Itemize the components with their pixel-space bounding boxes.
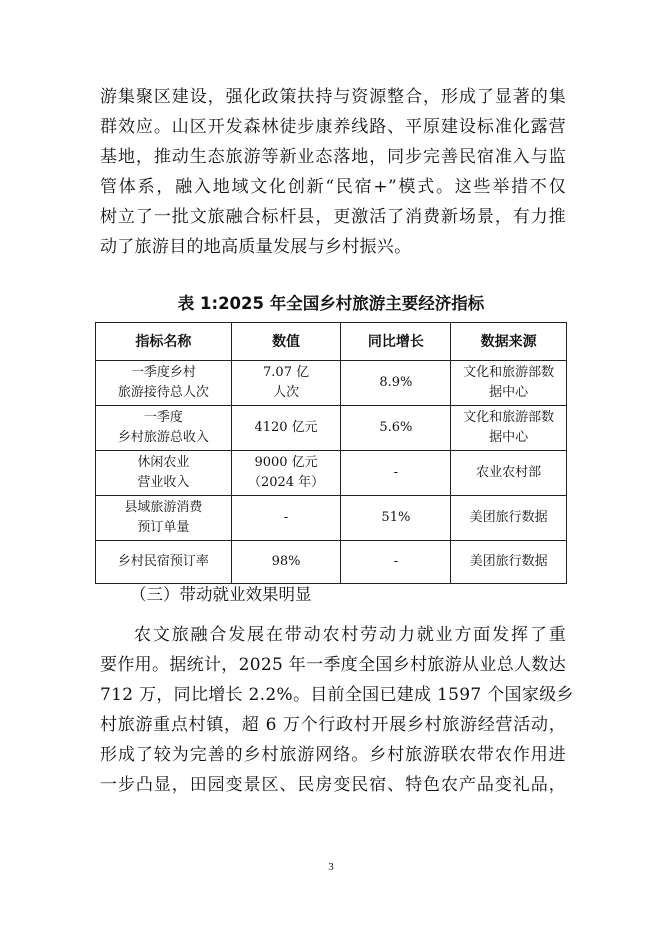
value-cell: 98%	[231, 541, 341, 584]
economic-indicators-table	[95, 322, 567, 584]
source-cell: 美团旅行数据	[451, 496, 567, 541]
cell-text: 休闲农业	[137, 455, 190, 470]
body-line: 农文旅融合发展在带动农村劳动力就业方面发挥了重	[134, 625, 566, 645]
cell-text: 7.07 亿	[263, 365, 310, 380]
cell-text: 一季度乡村	[130, 365, 196, 380]
growth-cell: -	[341, 451, 451, 496]
source-cell	[451, 406, 567, 451]
body-line: 要作用。据统计，2025 年一季度全国乡村旅游从业总人数达	[100, 655, 566, 675]
intro-line: 树立了一批文旅融合标杆县，更激活了消费新场景，有力推	[100, 207, 566, 227]
intro-line: 群效应。山区开发森林徒步康养线路、平原建设标准化露营	[100, 117, 566, 137]
header-source: 数据来源	[451, 323, 567, 361]
source-cell	[451, 361, 567, 406]
cell-text: 乡村旅游总收入	[117, 430, 209, 445]
cell-text: 文化和旅游部数	[463, 410, 555, 425]
cell-text: 营业收入	[137, 475, 190, 490]
cell-text: 人次	[273, 385, 300, 400]
source-cell: 农业农村部	[451, 451, 567, 496]
value-cell: 4120 亿元	[231, 406, 341, 451]
header-growth: 同比增长	[341, 323, 451, 361]
table-row	[96, 451, 567, 496]
indicator-cell	[96, 496, 232, 541]
table-header-row	[96, 323, 567, 361]
intro-line: 管体系，融入地域文化创新“民宿+”模式。这些举措不仅	[100, 177, 566, 197]
indicator-cell	[96, 451, 232, 496]
table-row	[96, 541, 567, 584]
value-cell	[231, 451, 341, 496]
body-line: 一步凸显，田园变景区、民房变民宿、特色农产品变礼品，	[100, 775, 566, 795]
growth-cell: 51%	[341, 496, 451, 541]
header-value: 数值	[231, 323, 341, 361]
intro-line: 游集聚区建设，强化政策扶持与资源整合，形成了显著的集	[100, 87, 566, 107]
intro-line: 基地，推动生态旅游等新业态落地，同步完善民宿准入与监	[100, 147, 566, 167]
body-line: 村旅游重点村镇，超 6 万个行政村开展乡村旅游经营活动，	[100, 715, 566, 735]
growth-cell: -	[341, 541, 451, 584]
header-indicator: 指标名称	[96, 323, 232, 361]
table-row	[96, 406, 567, 451]
body-line: 形成了较为完善的乡村旅游网络。乡村旅游联农带农作用进	[100, 745, 566, 765]
source-cell: 美团旅行数据	[451, 541, 567, 584]
table-row	[96, 496, 567, 541]
cell-text: 县域旅游消费	[124, 500, 203, 515]
cell-text: 据中心	[489, 385, 529, 400]
cell-text: 一季度	[143, 410, 183, 425]
growth-cell: 8.9%	[341, 361, 451, 406]
section-heading: （三）带动就业效果明显	[130, 585, 312, 604]
cell-text: 文化和旅游部数	[463, 365, 555, 380]
value-cell: -	[231, 496, 341, 541]
intro-line: 动了旅游目的地高质量发展与乡村振兴。	[100, 237, 412, 257]
body-line: 712 万，同比增长 2.2%。目前全国已建成 1597 个国家级乡	[100, 685, 574, 705]
cell-text: （2024 年）	[247, 475, 325, 490]
cell-text: 据中心	[489, 430, 529, 445]
indicator-cell: 乡村民宿预订率	[96, 541, 232, 584]
body-paragraph	[100, 620, 574, 800]
cell-text: 预订单量	[137, 520, 190, 535]
indicator-cell	[96, 406, 232, 451]
table-row	[96, 361, 567, 406]
growth-cell: 5.6%	[341, 406, 451, 451]
table-caption: 表 1:2025 年全国乡村旅游主要经济指标	[177, 294, 485, 313]
page-number: 3	[328, 861, 334, 873]
cell-text: 9000 亿元	[254, 455, 318, 470]
value-cell	[231, 361, 341, 406]
indicator-cell	[96, 361, 232, 406]
cell-text: 旅游接待总人次	[117, 385, 209, 400]
intro-paragraph	[100, 82, 566, 262]
